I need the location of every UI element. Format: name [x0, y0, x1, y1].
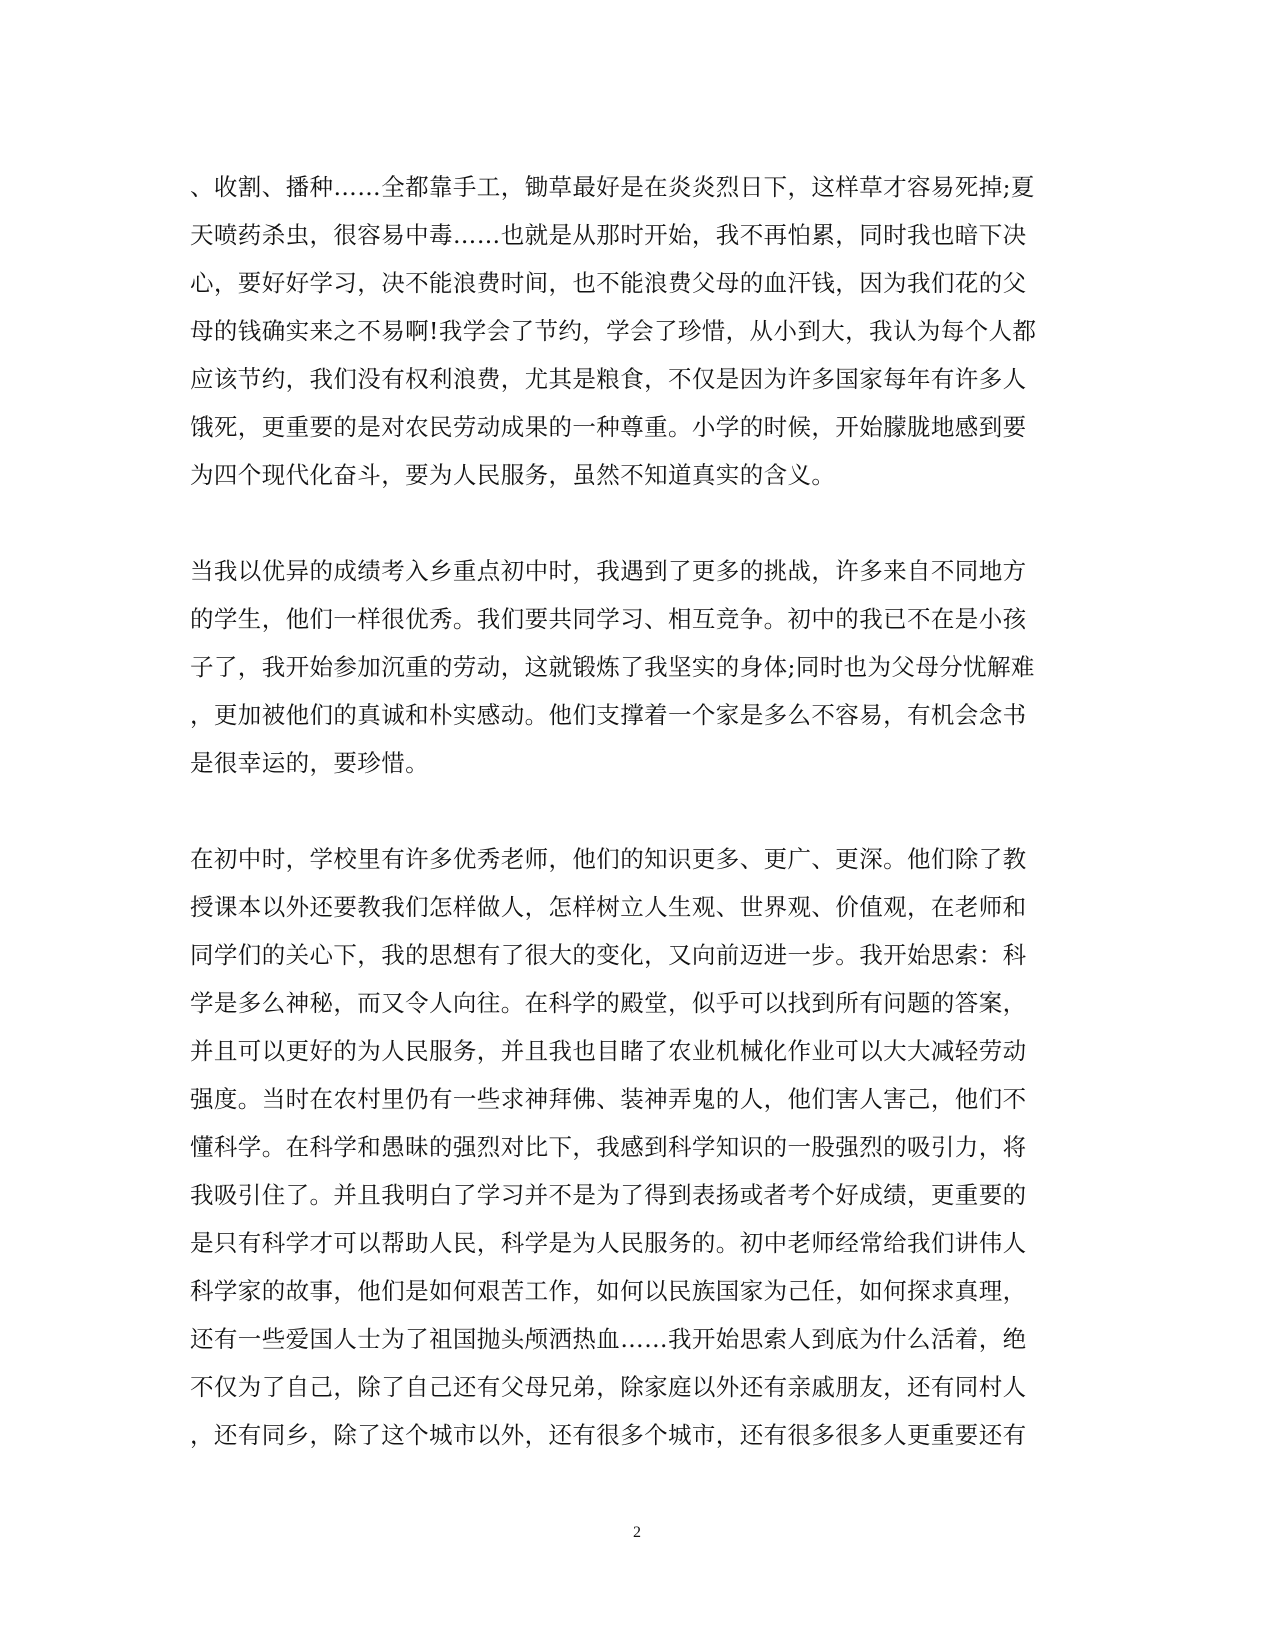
text-line: 在初中时，学校里有许多优秀老师，他们的知识更多、更广、更深。他们除了教 [190, 845, 1027, 873]
text-line: 我吸引住了。并且我明白了学习并不是为了得到表扬或者考个好成绩，更重要的 [190, 1181, 1027, 1209]
text-line: 是很幸运的，要珍惜。 [190, 749, 429, 777]
text-line: 还有一些爱国人士为了祖国抛头颅洒热血……我开始思索人到底为什么活着，绝 [190, 1325, 1027, 1353]
page-number: 2 [633, 1524, 641, 1541]
text-line: 授课本以外还要教我们怎样做人，怎样树立人生观、世界观、价值观，在老师和 [190, 893, 1027, 921]
text-line: 母的钱确实来之不易啊!我学会了节约，学会了珍惜，从小到大，我认为每个人都 [190, 317, 1037, 345]
text-line: 懂科学。在科学和愚昧的强烈对比下，我感到科学知识的一股强烈的吸引力，将 [190, 1133, 1027, 1161]
body-text [190, 163, 1090, 1459]
text-line: 、收割、播种……全都靠手工，锄草最好是在炎炎烈日下，这样草才容易死掉;夏 [190, 173, 1035, 201]
text-line: 并且可以更好的为人民服务，并且我也目睹了农业机械化作业可以大大减轻劳动 [190, 1037, 1027, 1065]
text-line: ，更加被他们的真诚和朴实感动。他们支撑着一个家是多么不容易，有机会念书 [190, 701, 1027, 729]
text-line: 子了，我开始参加沉重的劳动，这就锻炼了我坚实的身体;同时也为父母分忧解难 [190, 653, 1035, 681]
paragraph [190, 547, 1090, 787]
text-line: 科学家的故事，他们是如何艰苦工作，如何以民族国家为己任，如何探求真理， [190, 1277, 1027, 1305]
paragraph-spacer [190, 499, 1090, 547]
text-line: 强度。当时在农村里仍有一些求神拜佛、装神弄鬼的人，他们害人害己，他们不 [190, 1085, 1027, 1113]
text-line: 为四个现代化奋斗，要为人民服务，虽然不知道真实的含义。 [190, 461, 836, 489]
text-line: 学是多么神秘，而又令人向往。在科学的殿堂，似乎可以找到所有问题的答案， [190, 989, 1027, 1017]
text-line: 是只有科学才可以帮助人民，科学是为人民服务的。初中老师经常给我们讲伟人 [190, 1229, 1027, 1257]
text-line: 饿死，更重要的是对农民劳动成果的一种尊重。小学的时候，开始朦胧地感到要 [190, 413, 1027, 441]
text-line: ，还有同乡，除了这个城市以外，还有很多个城市，还有很多很多人更重要还有 [190, 1421, 1027, 1449]
paragraph [190, 835, 1090, 1459]
text-line: 不仅为了自己，除了自己还有父母兄弟，除家庭以外还有亲戚朋友，还有同村人 [190, 1373, 1027, 1401]
paragraph-spacer [190, 787, 1090, 835]
paragraph [190, 163, 1090, 499]
text-line: 天喷药杀虫，很容易中毒……也就是从那时开始，我不再怕累，同时我也暗下决 [190, 221, 1027, 249]
text-line: 的学生，他们一样很优秀。我们要共同学习、相互竞争。初中的我已不在是小孩 [190, 605, 1027, 633]
text-line: 同学们的关心下，我的思想有了很大的变化，又向前迈进一步。我开始思索：科 [190, 941, 1027, 969]
text-line: 心，要好好学习，决不能浪费时间，也不能浪费父母的血汗钱，因为我们花的父 [190, 269, 1027, 297]
text-line: 当我以优异的成绩考入乡重点初中时，我遇到了更多的挑战，许多来自不同地方 [190, 557, 1027, 585]
text-line: 应该节约，我们没有权利浪费，尤其是粮食，不仅是因为许多国家每年有许多人 [190, 365, 1027, 393]
